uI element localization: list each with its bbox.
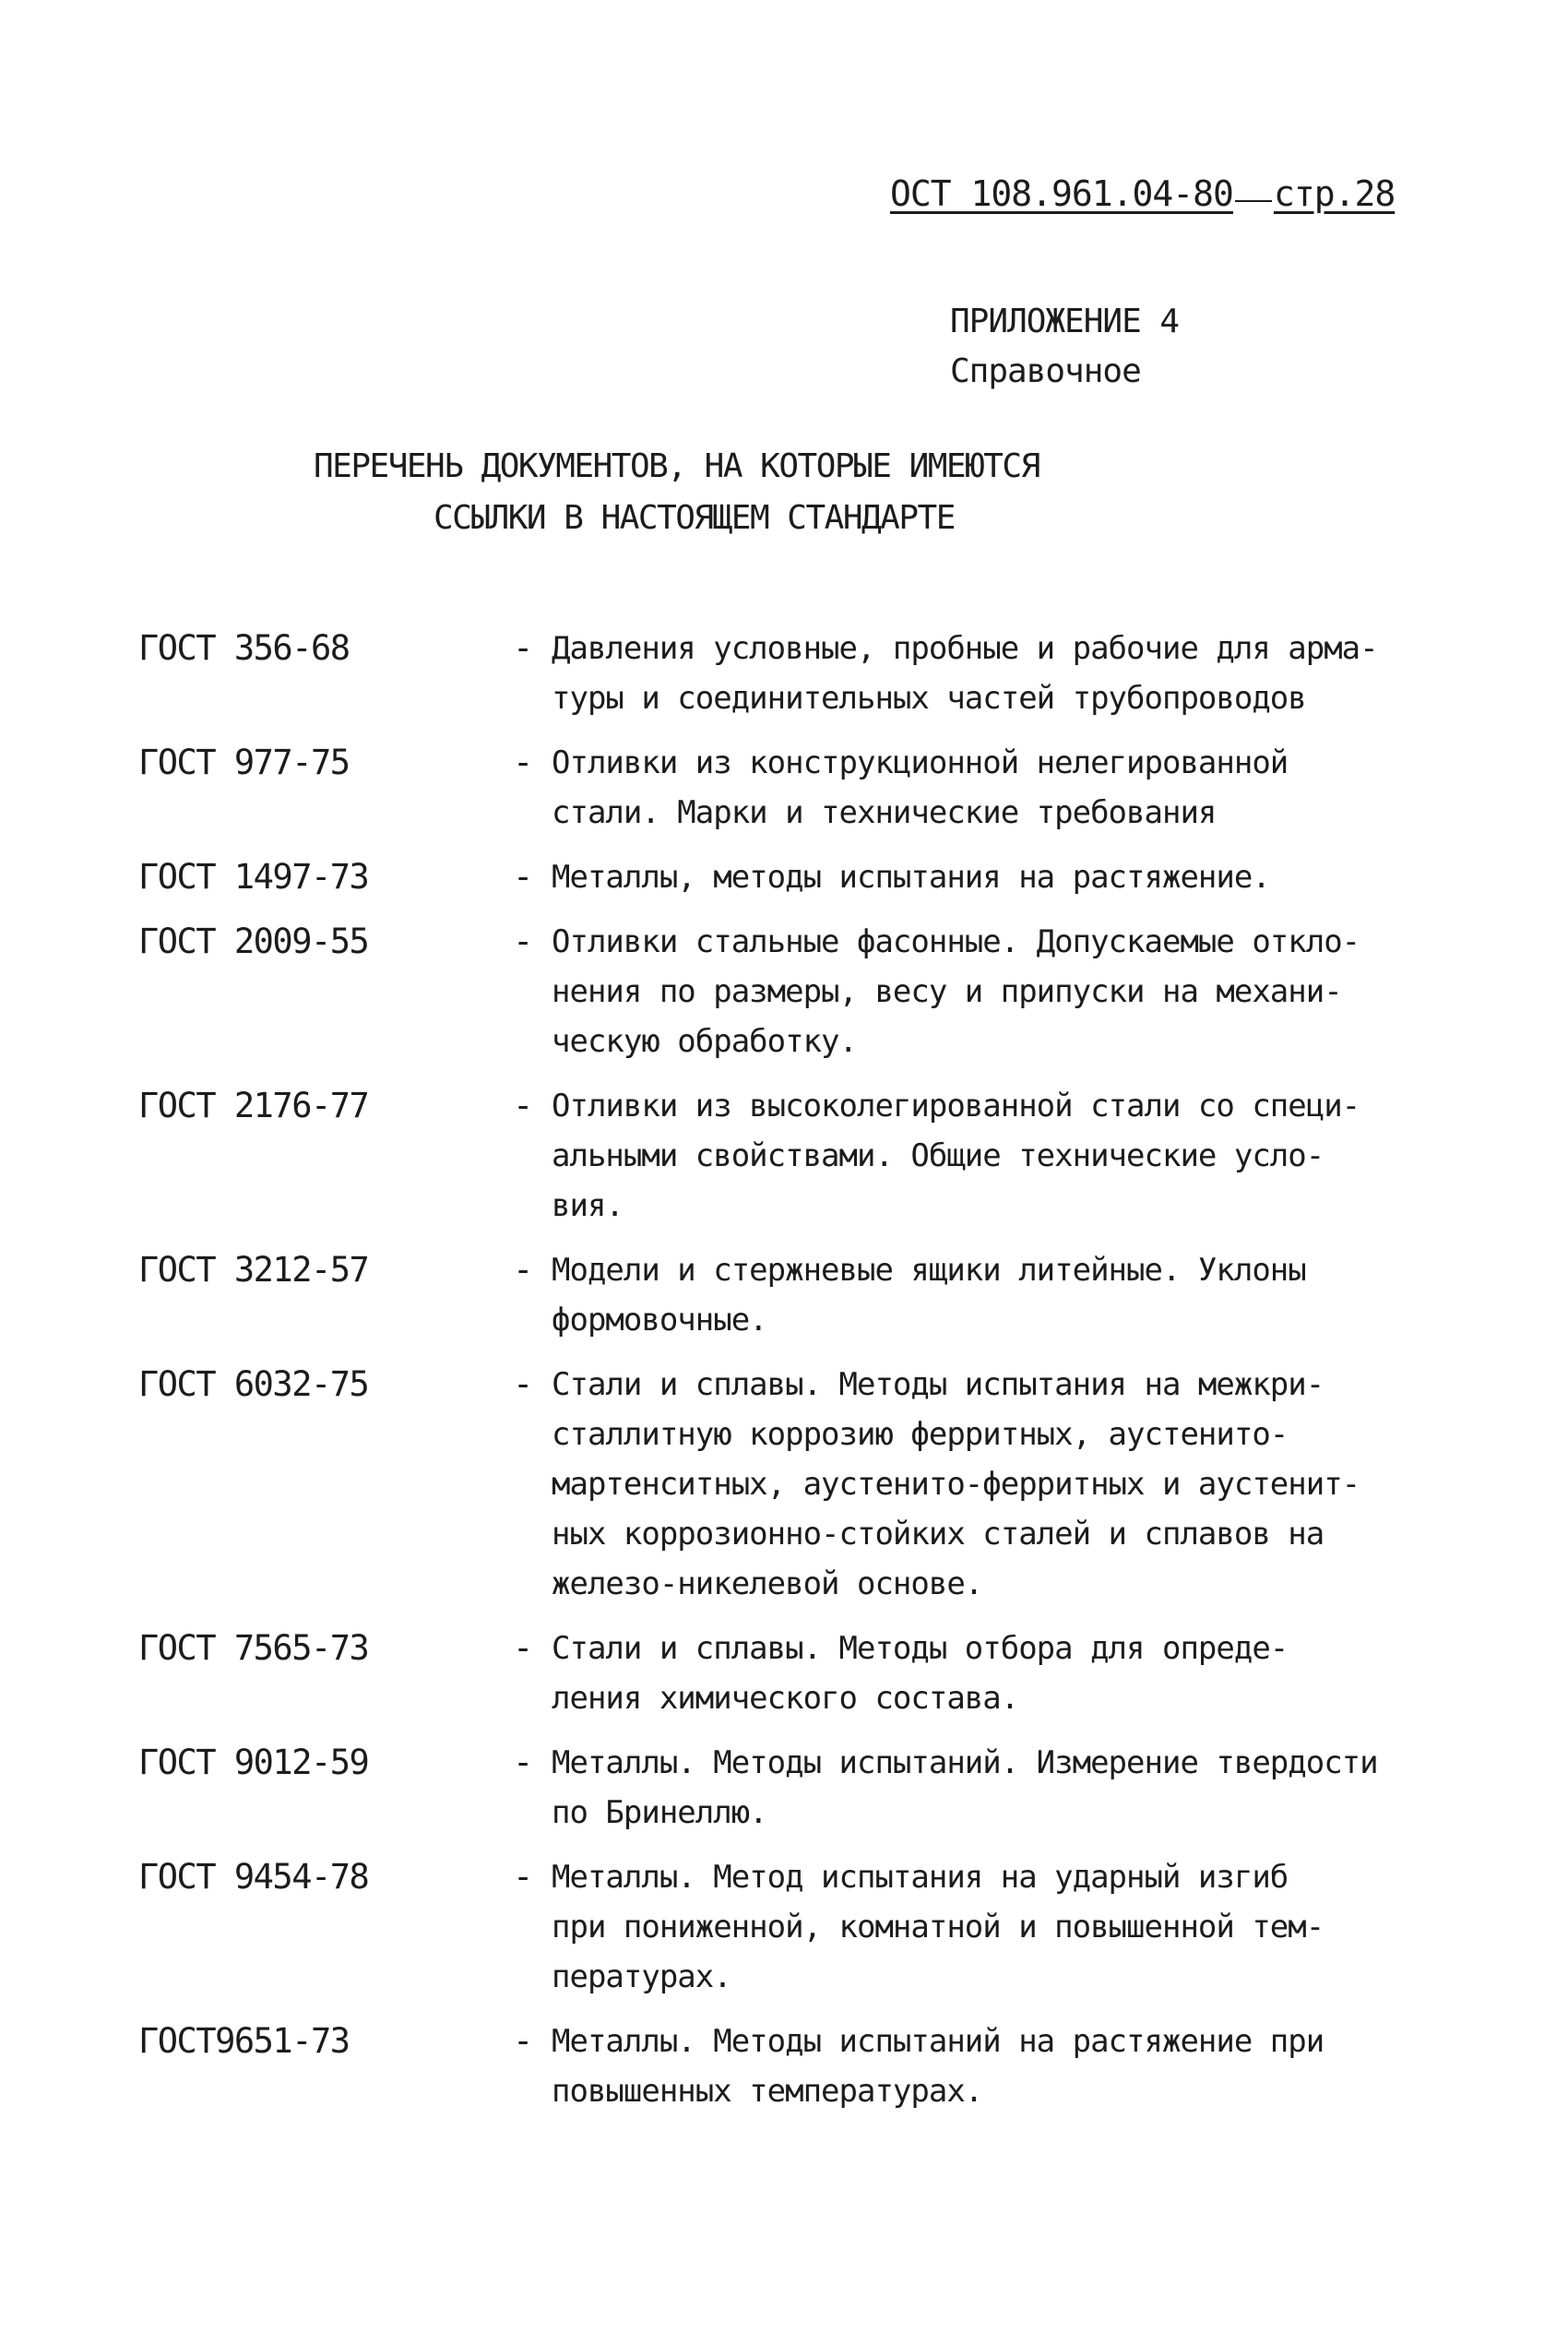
reference-description: Металлы, методы испытания на растяжение. <box>552 859 1270 896</box>
reference-dash: - <box>513 1250 534 1290</box>
reference-dash: - <box>513 857 534 897</box>
reference-row <box>0 917 1568 1066</box>
reference-dash: - <box>513 1857 534 1897</box>
reference-row <box>0 1738 1568 1838</box>
reference-row <box>0 1852 1568 2002</box>
reference-code: ГОСТ9651-73 <box>138 2021 350 2061</box>
references-list <box>0 624 1568 2131</box>
reference-code: ГОСТ 9454-78 <box>138 1857 369 1897</box>
reference-row <box>0 624 1568 723</box>
reference-code: ГОСТ 356-68 <box>138 628 350 668</box>
reference-dash: - <box>513 743 534 782</box>
reference-description: Отливки стальные фасонные. Допускаемые откло- нения по размеры, весу и припуски на механи- ческую обработку. <box>552 923 1360 1060</box>
reference-description: Стали и сплавы. Методы отбора для опреде- ления химического состава. <box>552 1630 1289 1717</box>
reference-row <box>0 2017 1568 2116</box>
reference-description: Модели и стержневые ящики литейные. Уклоны формовочные. <box>552 1252 1306 1339</box>
reference-code: ГОСТ 977-75 <box>138 743 350 782</box>
reference-code: ГОСТ 7565-73 <box>138 1628 369 1668</box>
reference-dash: - <box>513 1743 534 1782</box>
reference-row <box>0 738 1568 838</box>
standard-code: ОСТ 108.961.04-80 <box>890 173 1233 214</box>
appendix-block <box>950 297 1179 397</box>
title-line-1: ПЕРЕЧЕНЬ ДОКУМЕНТОВ, НА КОТОРЫЕ ИМЕЮТСЯ <box>314 447 1039 485</box>
reference-code: ГОСТ 1497-73 <box>138 857 369 897</box>
reference-description: Металлы. Методы испытаний на растяжение при повышенных температурах. <box>552 2023 1324 2110</box>
reference-dash: - <box>513 2021 534 2061</box>
document-header <box>890 173 1395 214</box>
reference-row <box>0 1360 1568 1609</box>
reference-dash: - <box>513 1086 534 1125</box>
title-line-2: ССЫЛКИ В НАСТОЯЩЕМ СТАНДАРТЕ <box>434 499 955 537</box>
reference-description: Металлы. Методы испытаний. Измерение твердости по Бринеллю. <box>552 1744 1378 1831</box>
reference-dash: - <box>513 922 534 961</box>
reference-code: ГОСТ 2176-77 <box>138 1086 369 1125</box>
reference-dash: - <box>513 1628 534 1668</box>
reference-code: ГОСТ 6032-75 <box>138 1364 369 1404</box>
reference-dash: - <box>513 1364 534 1404</box>
reference-dash: - <box>513 628 534 668</box>
reference-description: Металлы. Метод испытания на ударный изгиб при пониженной, комнатной и повышенной тем- пературах. <box>552 1859 1324 1995</box>
reference-code: ГОСТ 3212-57 <box>138 1250 369 1290</box>
appendix-label: ПРИЛОЖЕНИЕ 4 <box>950 303 1180 340</box>
reference-row <box>0 1245 1568 1345</box>
reference-row <box>0 1081 1568 1231</box>
reference-description: Давления условные, пробные и рабочие для арма- туры и соединительных частей трубопроводов <box>552 630 1378 717</box>
reference-row <box>0 852 1568 902</box>
reference-code: ГОСТ 9012-59 <box>138 1743 369 1782</box>
reference-description: Отливки из высоколегированной стали со специ- альными свойствами. Общие технические усло- вия. <box>552 1088 1360 1224</box>
appendix-type: Справочное <box>950 352 1141 390</box>
reference-description: Стали и сплавы. Методы испытания на межкри- сталлитную коррозию ферритных, аустенито- мартенситных, аустенито-ферритных и аустенит- ных коррозионно-стойких сталей и сплавов на железо-никелевой основе. <box>552 1366 1360 1602</box>
page-number: стр.28 <box>1273 173 1396 214</box>
reference-row <box>0 1624 1568 1723</box>
header-underline-gap <box>1235 200 1272 202</box>
reference-description: Отливки из конструкционной нелегированной стали. Марки и технические требования <box>552 744 1289 831</box>
reference-code: ГОСТ 2009-55 <box>138 922 369 961</box>
